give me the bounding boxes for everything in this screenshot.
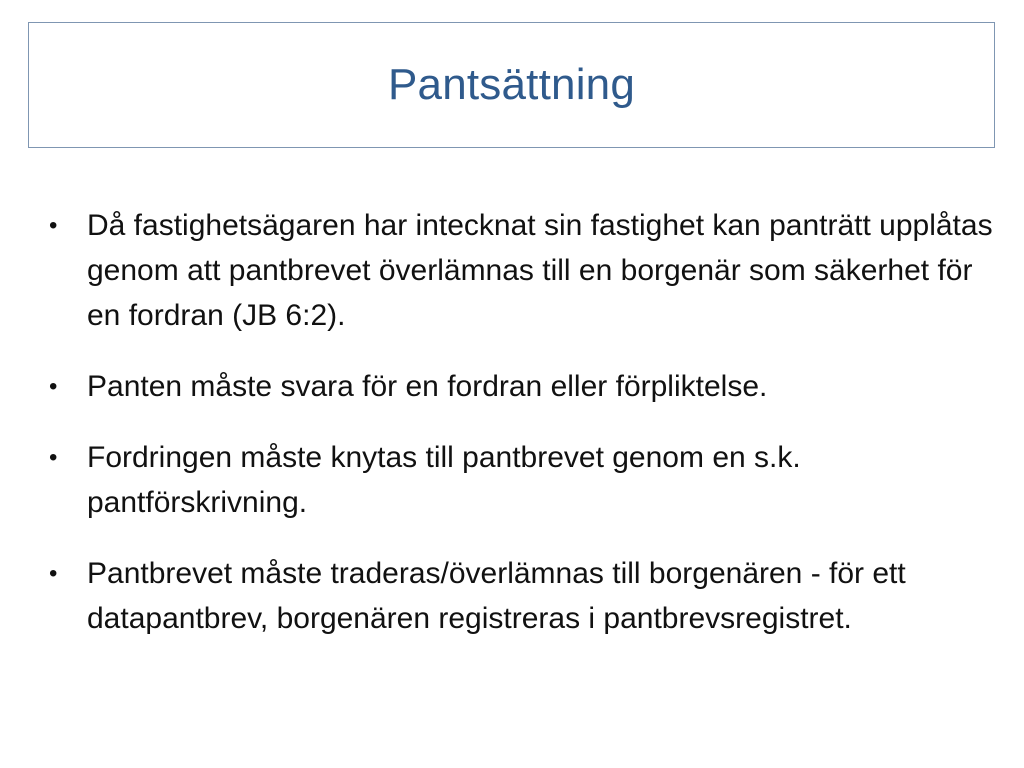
bullet-item [45,551,995,641]
bullet-icon: • [49,444,58,471]
bullet-item [45,203,995,338]
bullet-text: Pantbrevet måste traderas/överlämnas till borgenären - för ett datapantbrev, borgenären registreras i pantbrevsregistret. [87,557,906,635]
title-box [28,22,995,148]
bullet-icon: • [49,560,58,587]
bullet-list [45,203,995,667]
bullet-text: Panten måste svara för en fordran eller förpliktelse. [87,370,768,403]
bullet-item [45,435,995,525]
bullet-icon: • [49,373,58,400]
bullet-text: Fordringen måste knytas till pantbrevet genom en s.k. pantförskrivning. [87,441,801,519]
slide-title: Pantsättning [387,60,636,109]
bullet-text: Då fastighetsägaren har intecknat sin fastighet kan panträtt upplåtas genom att pantbrevet överlämnas till en borgenär som säkerhet för en fordran (JB 6:2). [87,209,993,332]
bullet-icon: • [49,212,58,239]
bullet-item [45,364,995,409]
